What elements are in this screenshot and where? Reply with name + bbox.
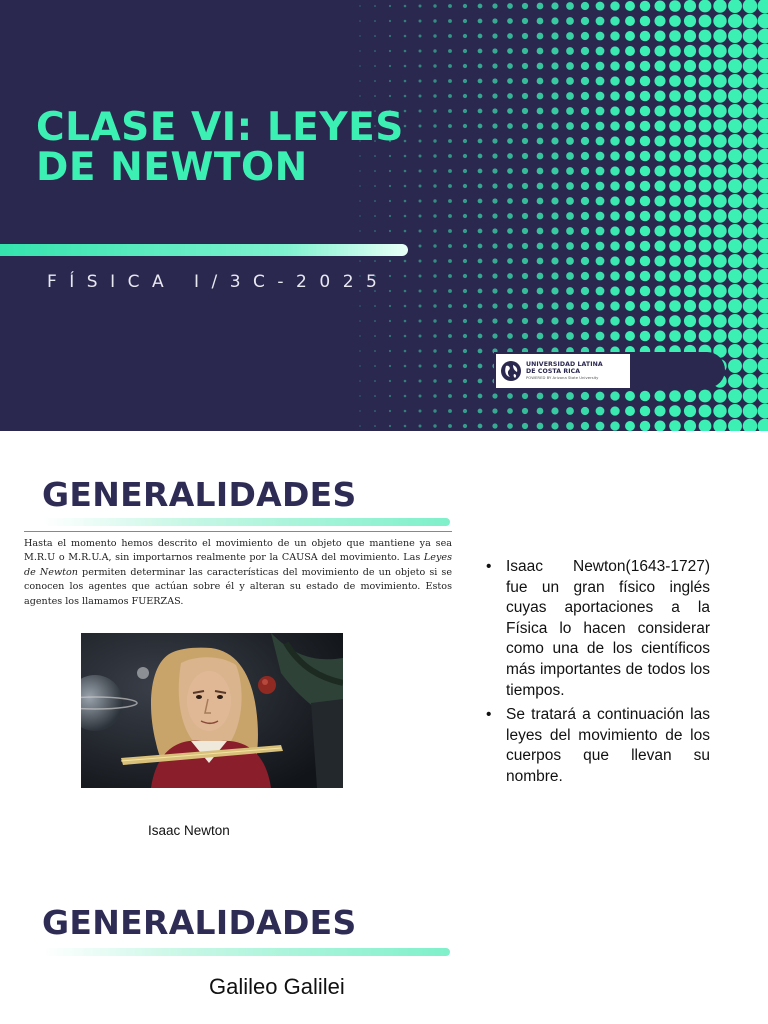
slide-title: CLASE VI: LEYES DE NEWTON <box>36 105 404 190</box>
section-heading: GENERALIDADES <box>42 903 357 942</box>
generalidades-slide-1 <box>0 431 768 871</box>
title-accent-bar <box>0 244 408 256</box>
heading-underline <box>42 948 450 956</box>
generalidades-slide-2 <box>0 871 768 1024</box>
newton-portrait <box>81 633 343 788</box>
bullet-item: • Se tratará a continuación las leyes del movimiento de los cuerpos que llevan su nombre. <box>486 705 710 787</box>
intro-paragraph <box>24 537 452 609</box>
logo-line-1: UNIVERSIDAD LATINA <box>526 361 603 369</box>
bullet-list <box>486 557 710 792</box>
course-subtitle: FÍSICA I/3C-2025 <box>47 272 390 292</box>
logo-line-2: DE COSTA RICA <box>526 367 581 375</box>
section-heading: GENERALIDADES <box>42 475 357 514</box>
portrait-caption: Isaac Newton <box>148 823 230 838</box>
university-logo <box>496 354 630 388</box>
galileo-subtitle: Galileo Galilei <box>209 974 345 999</box>
logo-text <box>526 362 603 379</box>
intro-text-part-2: permiten determinar las características del movimiento de un objeto si se conocen los agentes que actúan sobre él y alteran su estado de movimiento. Estos agentes los llamamos FUERZAS. <box>24 566 452 607</box>
text-rule <box>24 531 452 532</box>
title-slide <box>0 0 768 431</box>
intro-text-italic: Leyes de Newton <box>24 552 452 578</box>
globe-logo-icon <box>500 360 522 382</box>
logo-line-3: POWERED BY Arizona State University <box>526 374 599 380</box>
bullet-item: • Isaac Newton(1643-1727) fue un gran físico inglés cuyas aportaciones a la Física lo hacen considerar como una de los científicos más importantes de todos los tiempos. <box>486 557 710 701</box>
intro-text-part-1: Hasta el momento hemos descrito el movimiento de un objeto que mantiene ya sea M.R.U o M.R.U.A, sin importarnos realmente por la CAUSA del movimiento. Las <box>24 538 452 564</box>
heading-underline <box>42 518 450 526</box>
